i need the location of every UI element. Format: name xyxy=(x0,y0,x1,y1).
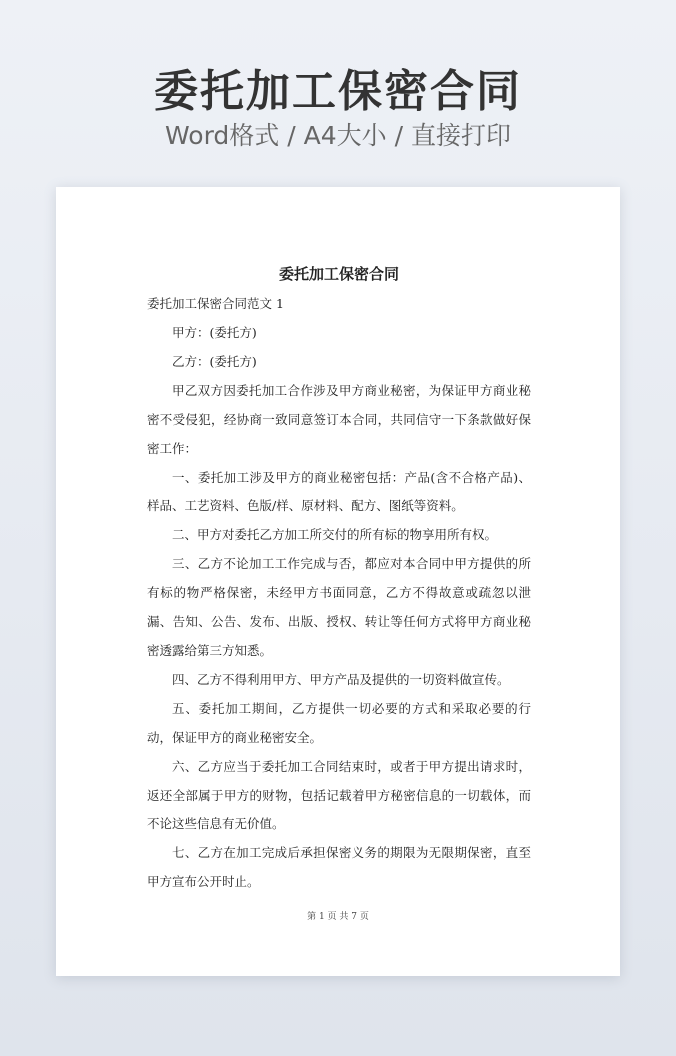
document-body xyxy=(147,319,531,897)
document-title: 委托加工保密合同 xyxy=(278,265,399,283)
paragraph-clause-7: 七、乙方在加工完成后承担保密义务的期限为无限期保密，直至甲方宣布公开时止。 xyxy=(147,845,531,890)
document-subtitle: 委托加工保密合同范文 1 xyxy=(147,296,284,311)
paragraph-clause-3: 三、乙方不论加工工作完成与否，都应对本合同中甲方提供的所有标的物严格保密，未经甲方书面同意，乙方不得故意或疏忽以泄漏、告知、公告、发布、出版、授权、转让等任何方式将甲方商业秘密透露给第三方知悉。 xyxy=(147,556,531,658)
document-page xyxy=(56,187,620,976)
paragraph-clause-1: 一、委托加工涉及甲方的商业秘密包括：产品(含不合格产品)、样品、工艺资料、色版/样、原材料、配方、图纸等资料。 xyxy=(147,469,531,514)
paragraph-intro: 甲乙双方因委托加工合作涉及甲方商业秘密，为保证甲方商业秘密不受侵犯，经协商一致同意签订本合同，共同信守一下条款做好保密工作： xyxy=(147,382,531,456)
hero-subtitle: Word格式 / A4大小 / 直接打印 xyxy=(165,121,511,150)
paragraph-clause-6: 六、乙方应当于委托加工合同结束时，或者于甲方提出请求时，返还全部属于甲方的财物，包括记载着甲方秘密信息的一切载体，而不论这些信息有无价值。 xyxy=(147,758,531,832)
paragraph-party-a: 甲方：(委托方) xyxy=(172,325,257,340)
page-number: 第 1 页 共 7 页 xyxy=(307,912,369,922)
paragraph-clause-5: 五、委托加工期间，乙方提供一切必要的方式和采取必要的行动，保证甲方的商业秘密安全。 xyxy=(147,700,531,745)
paragraph-clause-4: 四、乙方不得利用甲方、甲方产品及提供的一切资料做宣传。 xyxy=(172,671,510,687)
paragraph-party-b: 乙方：(委托方) xyxy=(172,353,257,369)
hero-title: 委托加工保密合同 xyxy=(154,66,522,117)
paragraph-clause-2: 二、甲方对委托乙方加工所交付的所有标的物享用所有权。 xyxy=(172,527,498,543)
